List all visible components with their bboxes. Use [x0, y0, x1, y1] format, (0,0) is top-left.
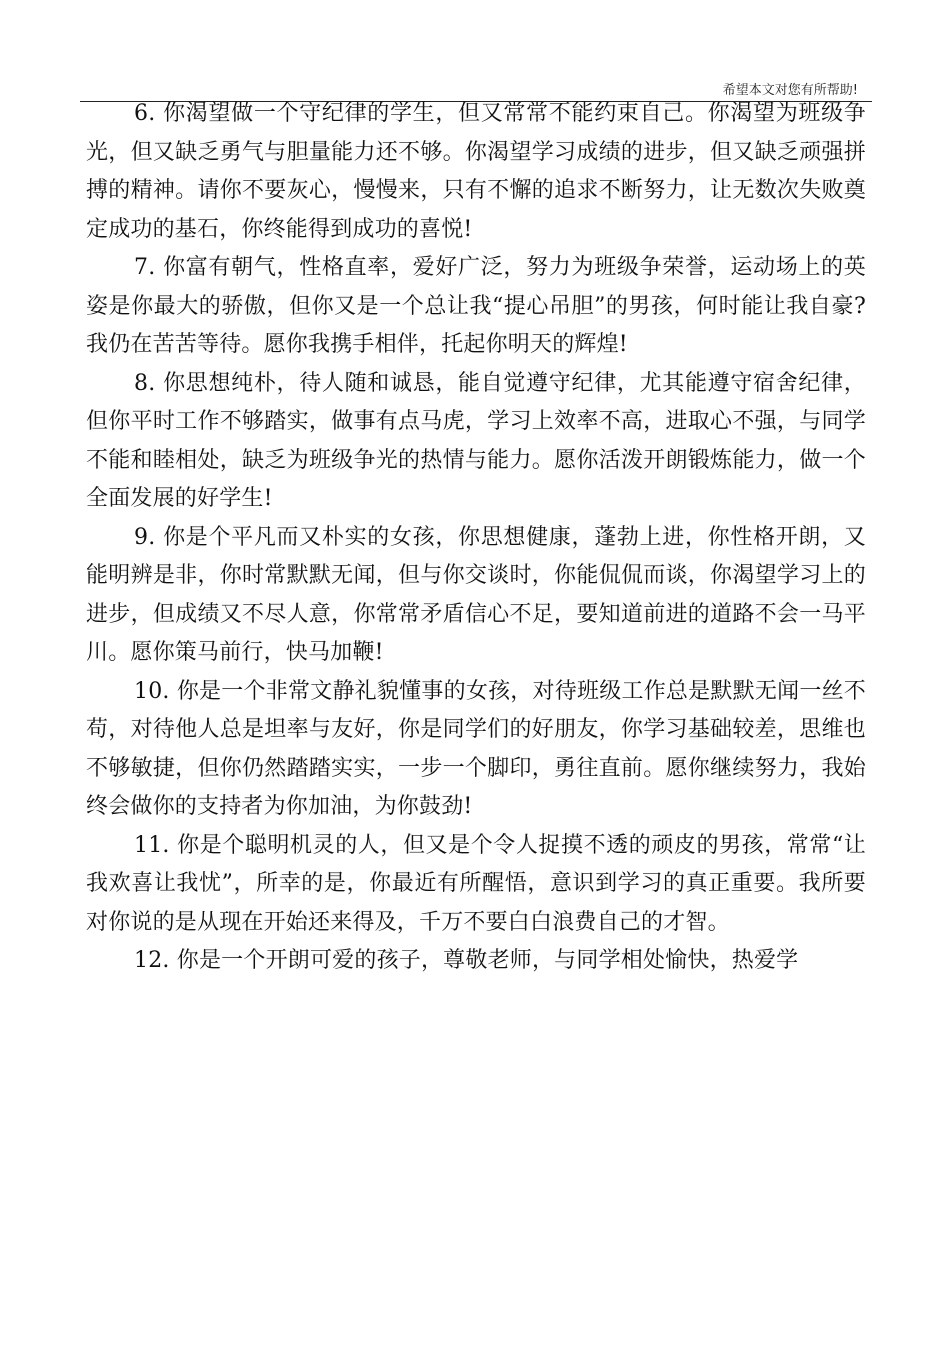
- paragraph-comment-8: 8. 你思想纯朴，待人随和诚恳，能自觉遵守纪律，尤其能遵守宿舍纪律，但你平时工作不够踏实，做事有点马虎，学习上效率不高，进取心不强，与同学不能和睦相处，缺乏为班级争光的热情与能力。愿你活泼开朗锻炼能力，做一个全面发展的好学生!: [86, 370, 866, 511]
- paragraph-comment-9: 9. 你是个平凡而又朴实的女孩，你思想健康，蓬勃上进，你性格开朗，又能明辨是非，你时常默默无闻，但与你交谈时，你能侃侃而谈，你渴望学习上的进步，但成绩又不尽人意，你常常矛盾信心不足，要知道前进的道路不会一马平川。愿你策马前行，快马加鞭!: [86, 524, 866, 665]
- header-note: 希望本文对您有所帮助!: [722, 83, 858, 98]
- document-body: [86, 95, 866, 981]
- paragraph-comment-12: 12. 你是一个开朗可爱的孩子，尊敬老师，与同学相处愉快，热爱学: [134, 948, 799, 973]
- paragraph-comment-11: 11. 你是个聪明机灵的人，但又是个令人捉摸不透的顽皮的男孩，常常“让我欢喜让我忧”，所幸的是，你最近有所醒悟，意识到学习的真正重要。我所要对你说的是从现在开始还来得及，千万不要白白浪费自己的才智。: [86, 832, 866, 935]
- paragraph-comment-10: 10. 你是一个非常文静礼貌懂事的女孩，对待班级工作总是默默无闻一丝不苟，对待他人总是坦率与友好，你是同学们的好朋友，你学习基础较差，思维也不够敏捷，但你仍然踏踏实实，一步一个脚印，勇往直前。愿你继续努力，我始终会做你的支持者为你加油，为你鼓劲!: [86, 678, 866, 819]
- paragraph-comment-6: 6. 你渴望做一个守纪律的学生，但又常常不能约束自己。你渴望为班级争光，但又缺乏勇气与胆量能力还不够。你渴望学习成绩的进步，但又缺乏顽强拼搏的精神。请你不要灰心，慢慢来，只有不懈的追求不断努力，让无数次失败奠定成功的基石，你终能得到成功的喜悦!: [86, 101, 866, 242]
- paragraph-comment-7: 7. 你富有朝气，性格直率，爱好广泛，努力为班级争荣誉，运动场上的英姿是你最大的骄傲，但你又是一个总让我“提心吊胆”的男孩，何时能让我自豪?我仍在苦苦等待。愿你我携手相伴，托起你明天的辉煌!: [86, 255, 866, 357]
